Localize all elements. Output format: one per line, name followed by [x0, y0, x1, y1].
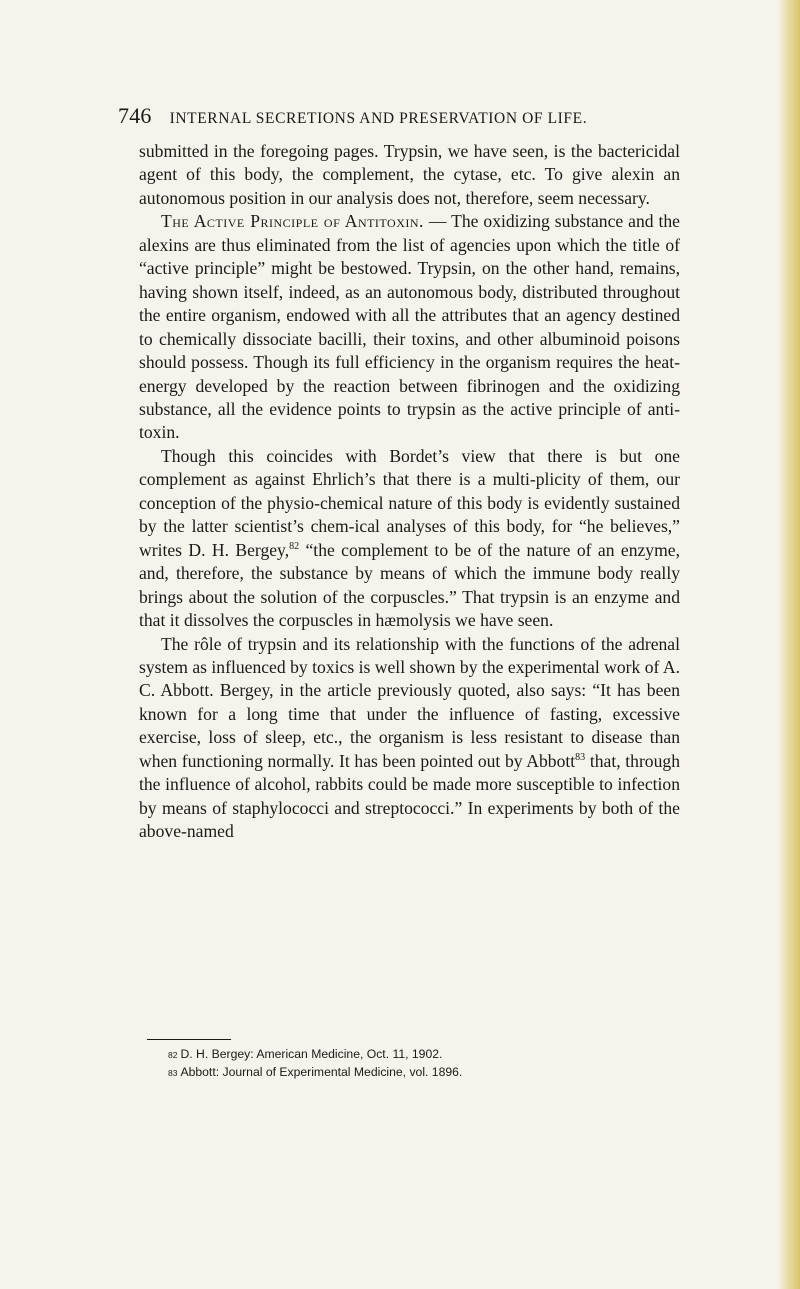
- footnote-text: Abbott: Journal of Experimental Medicine, vol. 1896.: [180, 1064, 463, 1079]
- paragraph-4-text-b: that, through the influence of alcohol, rabbits could be made more susceptible to infection by means of staphylococci and streptococci.” In experiments by both of the above-named: [139, 750, 680, 842]
- paragraph-1-text: submitted in the foregoing pages. Trypsin, we have seen, is the bactericidal agent of this body, the complement, the cytase, etc. To give alexin an autonomous position in our analysis does not, therefore, seem necessary.: [139, 141, 680, 208]
- running-title: INTERNAL SECRETIONS AND PRESERVATION OF LIFE.: [169, 110, 588, 127]
- paragraph-4-text-a: The rôle of trypsin and its relationship with the functions of the adrenal system as influenced by toxics is well shown by the experimental work of A. C. Abbott. Bergey, in the article previously quoted, also says: “It has been known for a long time that under the influence of fasting, excessive exercise, loss of sleep, etc., the organism is less resistant to disease than when functioning normally. It has been pointed out by Abbott: [139, 633, 680, 771]
- body-text: [139, 140, 680, 844]
- footnote-ref-83[interactable]: 83: [575, 751, 586, 763]
- paragraph-1: [139, 140, 680, 210]
- paragraph-2-text: — The oxidizing substance and the alexins are thus eliminated from the list of agencies upon which the title of “active principle” might be bestowed. Trypsin, on the other hand, remains, having shown itself, indeed, as an autonomous body, distributed throughout the entire organism, endowed with all the attributes that an agency destined to chemically dissociate bacilli, their toxins, and other albuminoid poisons should possess. Though its full efficiency in the organism requires the heat-energy developed by the reaction between fibrinogen and the oxidizing substance, all the evidence points to trypsin as the active principle of anti-toxin.: [139, 211, 680, 443]
- paragraph-2: [139, 210, 680, 445]
- footnote-ref-82[interactable]: 82: [289, 540, 300, 552]
- section-heading: The Active Principle of Antitoxin.: [161, 211, 424, 232]
- footnote-number: 82: [168, 1050, 178, 1060]
- paragraph-3-text-b: “the complement to be of the nature of an enzyme, and, therefore, the substance by means of which the immune body really brings about the solution of the corpuscles.” That trypsin is an enzyme and that it dissolves the corpuscles in hæmolysis we have seen.: [139, 539, 680, 631]
- footnotes: [168, 1046, 688, 1081]
- page-number: 746: [118, 103, 152, 128]
- footnote-82: [168, 1046, 688, 1064]
- paragraph-3: [139, 445, 680, 633]
- running-header: [118, 103, 678, 129]
- footnote-rule: [147, 1039, 231, 1040]
- page-edge-shadow: [778, 0, 800, 1289]
- paragraph-4: [139, 633, 680, 844]
- footnote-text: D. H. Bergey: American Medicine, Oct. 11, 1902.: [180, 1047, 443, 1061]
- footnote-83: [168, 1064, 688, 1082]
- paragraph-3-text-a: Though this coincides with Bordet’s view that there is but one complement as against Ehrlich’s that there is a multi-plicity of them, our conception of the physio-chemical nature of this body is evidently sustained by the latter scientist’s chem-ical analyses of this body, for “he believes,” writes D. H. Bergey,: [139, 445, 680, 560]
- footnote-number: 83: [168, 1067, 178, 1078]
